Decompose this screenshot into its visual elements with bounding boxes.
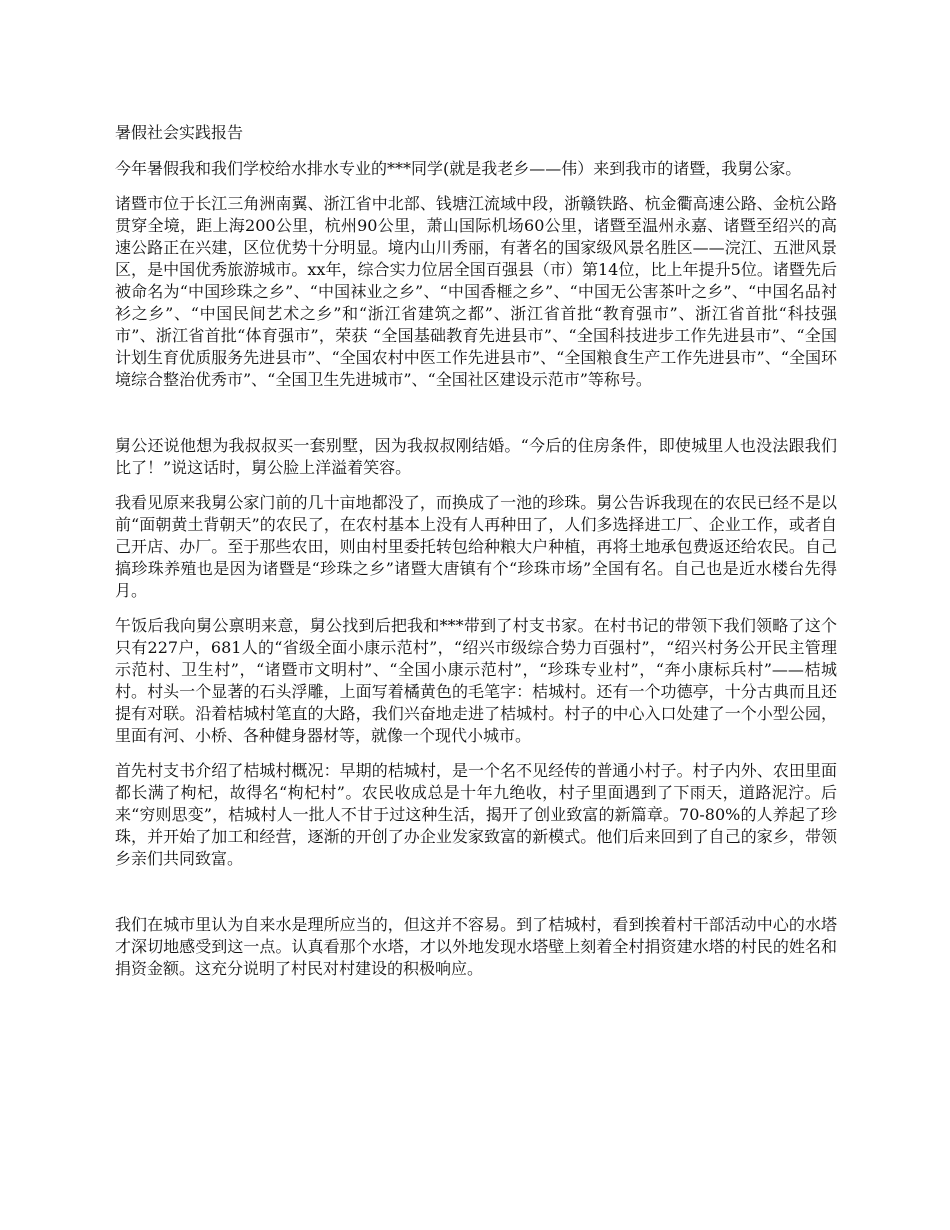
paragraph-village-history: 首先村支书介绍了桔城村概况：早期的桔城村，是一个名不见经传的普通小村子。村子内外、农田里面都长满了枸杞，故得名“枸杞村”。农民收成总是十年九绝收，村子里面遇到了下雨天，道路泥泞。后来“穷则思变”，桔城村人一批人不甘于过这种生活，揭开了创业致富的新篇章。70-80%的人养起了珍珠，并开始了加工和经营，逐渐的开创了办企业发家致富的新模式。他们后来回到了自己的家乡，带领乡亲们共同致富。 — [115, 761, 837, 868]
paragraph-zhuji-overview: 诸暨市位于长江三角洲南翼、浙江省中北部、钱塘江流域中段，浙赣铁路、杭金衢高速公路、金杭公路贯穿全境，距上海200公里，杭州90公里，萧山国际机场60公里，诸暨至温州永嘉、诸暨至绍兴的高速公路正在兴建，区位优势十分明显。境内山川秀丽，有著名的国家级风景名胜区——浣江、五泄风景区，是中国优秀旅游城市。xx年，综合实力位居全国百强县（市）第14位，比上年提升5位。诸暨先后被命名为“中国珍珠之乡”、“中国袜业之乡”、“中国香榧之乡”、“中国无公害茶叶之乡”、“中国名品衬衫之乡”、“中国民间艺术之乡”和“浙江省建筑之都”、浙江省首批“教育强市”、浙江省首批“科技强市”、浙江省首批“体育强市”，荣获 “全国基础教育先进县市”、“全国科技进步工作先进县市”、“全国计划生育优质服务先进县市”、“全国农村中医工作先进县市”、“全国粮食生产工作先进县市”、“全国环境综合整治优秀市”、“全国卫生先进城市”、“全国社区建设示范市”等称号。 — [115, 194, 837, 389]
document-page — [115, 122, 837, 993]
paragraph-pearl-farming: 我看见原来我舅公家门前的几十亩地都没了，而换成了一池的珍珠。舅公告诉我现在的农民已经不是以前“面朝黄土背朝天”的农民了，在农村基本上没有人再种田了，人们多选择进工厂、企业工作，或者自己开店、办厂。至于那些农田，则由村里委托转包给种粮大户种植，再将土地承包费返还给农民。自己搞珍珠养殖也是因为诸暨是“珍珠之乡”诸暨大唐镇有个“珍珠市场”全国有名。自己也是近水楼台先得月。 — [115, 493, 837, 600]
paragraph-villa: 舅公还说他想为我叔叔买一套别墅，因为我叔叔刚结婚。“今后的住房条件，即使城里人也没法跟我们比了！”说这话时，舅公脸上洋溢着笑容。 — [115, 436, 837, 477]
paragraph-spacer — [115, 883, 837, 914]
paragraph-water-tower: 我们在城市里认为自来水是理所应当的，但这并不容易。到了桔城村，看到挨着村干部活动中心的水塔才深切地感受到这一点。认真看那个水塔，才以外地发现水塔壁上刻着全村捐资建水塔的村民的姓名和捐资金额。这充分说明了村民对村建设的积极响应。 — [115, 915, 837, 978]
paragraph-spacer — [115, 404, 837, 435]
paragraph-village-visit: 午饭后我向舅公禀明来意，舅公找到后把我和***带到了村支书家。在村书记的带领下我们领略了这个只有227户，681人的“省级全面小康示范村”，“绍兴市级综合势力百强村”，“绍兴村务公开民主管理示范村、卫生村”，“诸暨市文明村”、“全国小康示范村”，“珍珠专业村”，“奔小康标兵村”——桔城村。村头一个显著的石头浮雕，上面写着橘黄色的毛笔字：桔城村。还有一个功德亭，十分古典而且还提有对联。沿着桔城村笔直的大路，我们兴奋地走进了桔城村。村子的中心入口处建了一个小型公园，里面有河、小桥、各种健身器材等，就像一个现代小城市。 — [115, 616, 837, 745]
paragraph-intro: 今年暑假我和我们学校给水排水专业的***同学(就是我老乡——伟）来到我市的诸暨，我舅公家。 — [115, 159, 802, 178]
document-title: 暑假社会实践报告 — [115, 123, 244, 142]
